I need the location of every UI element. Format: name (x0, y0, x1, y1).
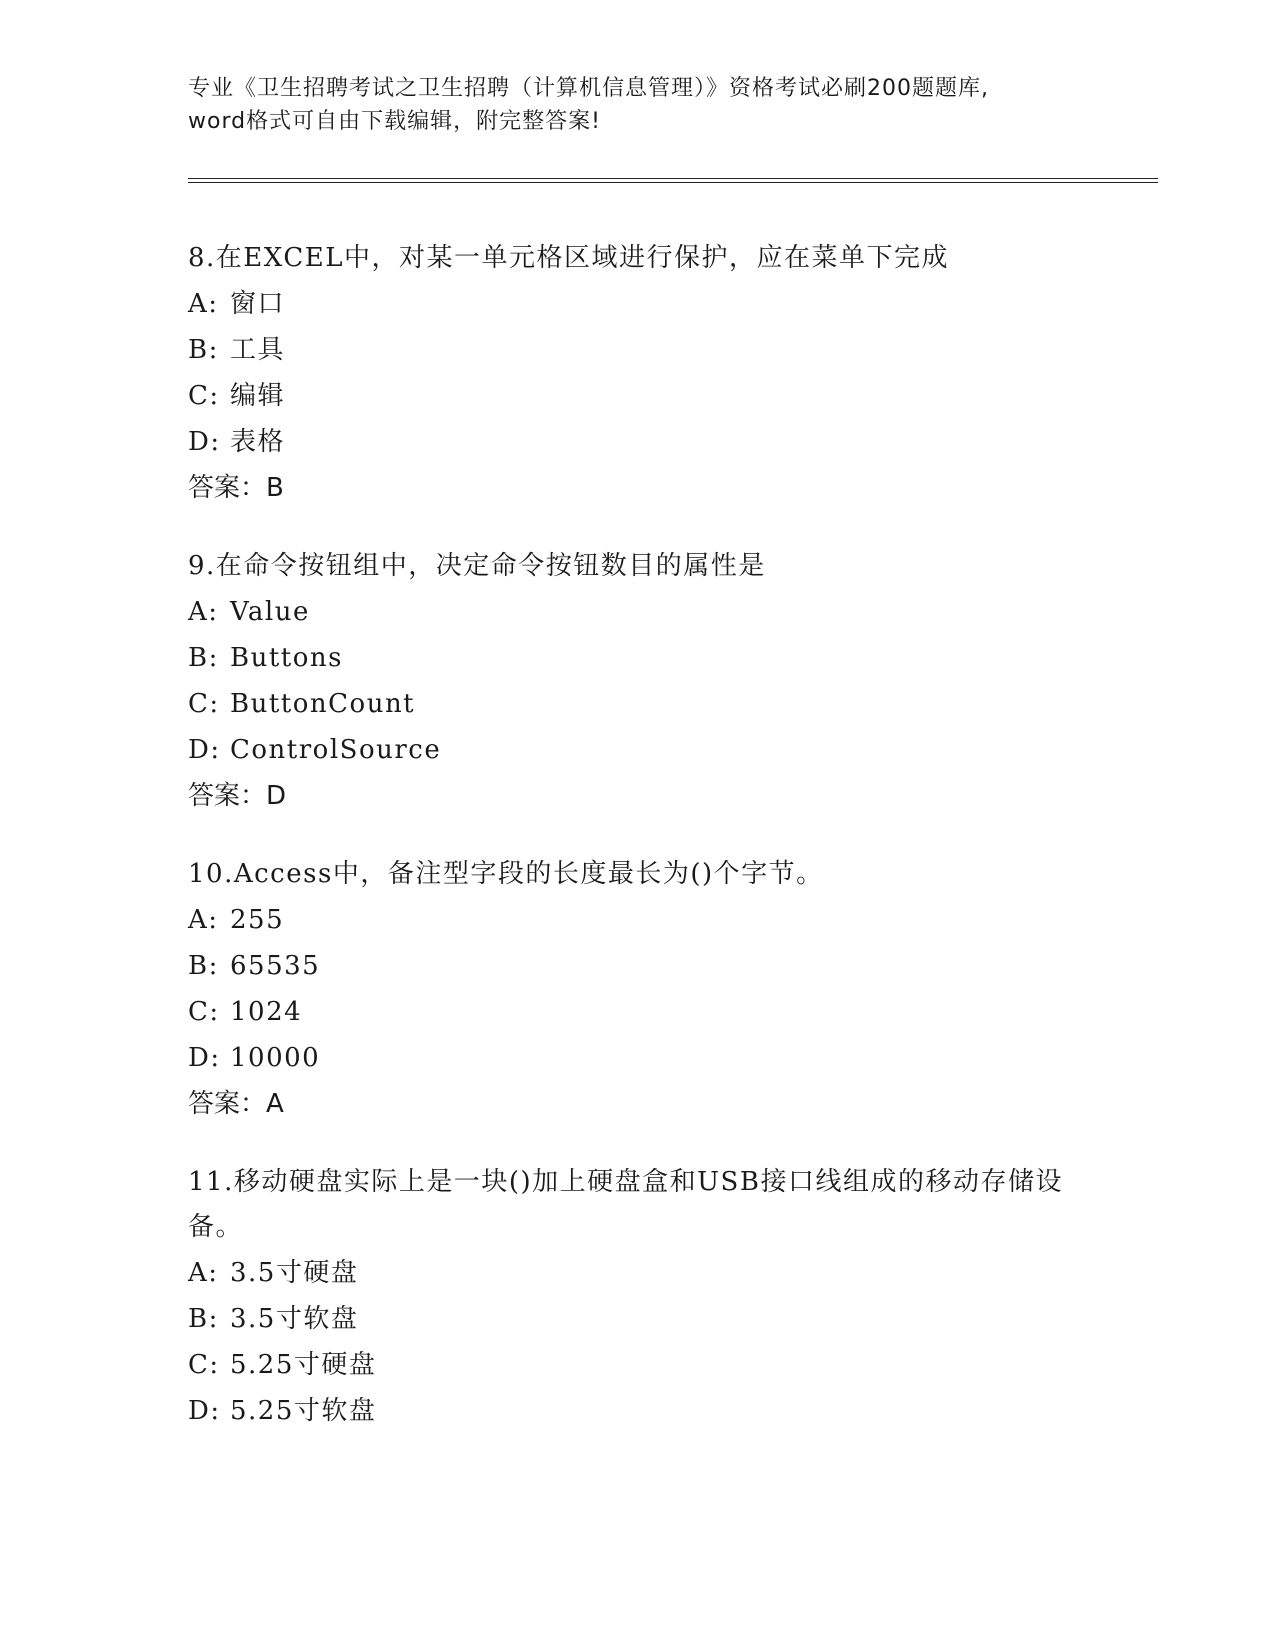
question-11 (188, 1160, 1088, 1434)
option-d (188, 1035, 1088, 1081)
answer-line: 答案：D (188, 781, 287, 811)
option-b (188, 1296, 1088, 1342)
option-text: Value (230, 597, 310, 627)
option-text: Buttons (230, 643, 343, 673)
option-text: 表格 (230, 427, 286, 457)
option-text: 10000 (230, 1043, 321, 1073)
header-divider-top (188, 178, 1158, 179)
option-c (188, 681, 1088, 727)
option-text: 工具 (230, 335, 286, 365)
option-letter: C: (188, 1350, 220, 1380)
question-list (188, 236, 1088, 1467)
option-d (188, 419, 1088, 465)
option-a (188, 281, 1088, 327)
option-letter: D: (188, 1043, 221, 1073)
option-a (188, 589, 1088, 635)
option-d (188, 727, 1088, 773)
answer-line: 答案：A (188, 1089, 284, 1119)
option-letter: B: (188, 951, 219, 981)
option-text: 65535 (230, 951, 321, 981)
header-line-2: word格式可自由下载编辑，附完整答案! (188, 109, 601, 134)
question-text: 10.Access中，备注型字段的长度最长为()个字节。 (188, 859, 824, 889)
option-letter: B: (188, 335, 219, 365)
option-text: ButtonCount (230, 689, 416, 719)
option-text: 5.25寸硬盘 (230, 1350, 377, 1380)
option-letter: C: (188, 689, 220, 719)
option-letter: B: (188, 643, 219, 673)
option-letter: A: (188, 905, 219, 935)
option-letter: C: (188, 997, 220, 1027)
answer-line: 答案：B (188, 473, 284, 503)
question-text: 8.在EXCEL中，对某一单元格区域进行保护，应在菜单下完成 (188, 243, 949, 273)
option-b (188, 943, 1088, 989)
option-c (188, 989, 1088, 1035)
header-divider-bottom (188, 182, 1158, 183)
option-a (188, 897, 1088, 943)
option-letter: D: (188, 427, 221, 457)
option-text: 3.5寸软盘 (230, 1304, 359, 1334)
document-header (188, 72, 1088, 138)
option-letter: A: (188, 1258, 219, 1288)
header-line-1: 专业《卫生招聘考试之卫生招聘（计算机信息管理）》资格考试必刷200题题库, (188, 76, 989, 101)
option-letter: B: (188, 1304, 219, 1334)
option-b (188, 635, 1088, 681)
option-text: 1024 (230, 997, 303, 1027)
option-letter: D: (188, 735, 221, 765)
option-b (188, 327, 1088, 373)
option-text: 255 (230, 905, 285, 935)
question-text: 11.移动硬盘实际上是一块()加上硬盘盒和USB接口线组成的移动存储设备。 (188, 1167, 1063, 1242)
option-letter: D: (188, 1396, 221, 1426)
option-a (188, 1250, 1088, 1296)
option-text: 3.5寸硬盘 (230, 1258, 359, 1288)
question-9 (188, 544, 1088, 819)
option-letter: C: (188, 381, 220, 411)
option-text: 编辑 (230, 381, 286, 411)
question-text: 9.在命令按钮组中，决定命令按钮数目的属性是 (188, 551, 766, 581)
question-10 (188, 852, 1088, 1127)
option-c (188, 1342, 1088, 1388)
option-text: 5.25寸软盘 (230, 1396, 377, 1426)
question-8 (188, 236, 1088, 511)
option-d (188, 1388, 1088, 1434)
option-letter: A: (188, 597, 219, 627)
option-c (188, 373, 1088, 419)
option-text: ControlSource (230, 735, 442, 765)
option-letter: A: (188, 289, 219, 319)
option-text: 窗口 (230, 289, 286, 319)
